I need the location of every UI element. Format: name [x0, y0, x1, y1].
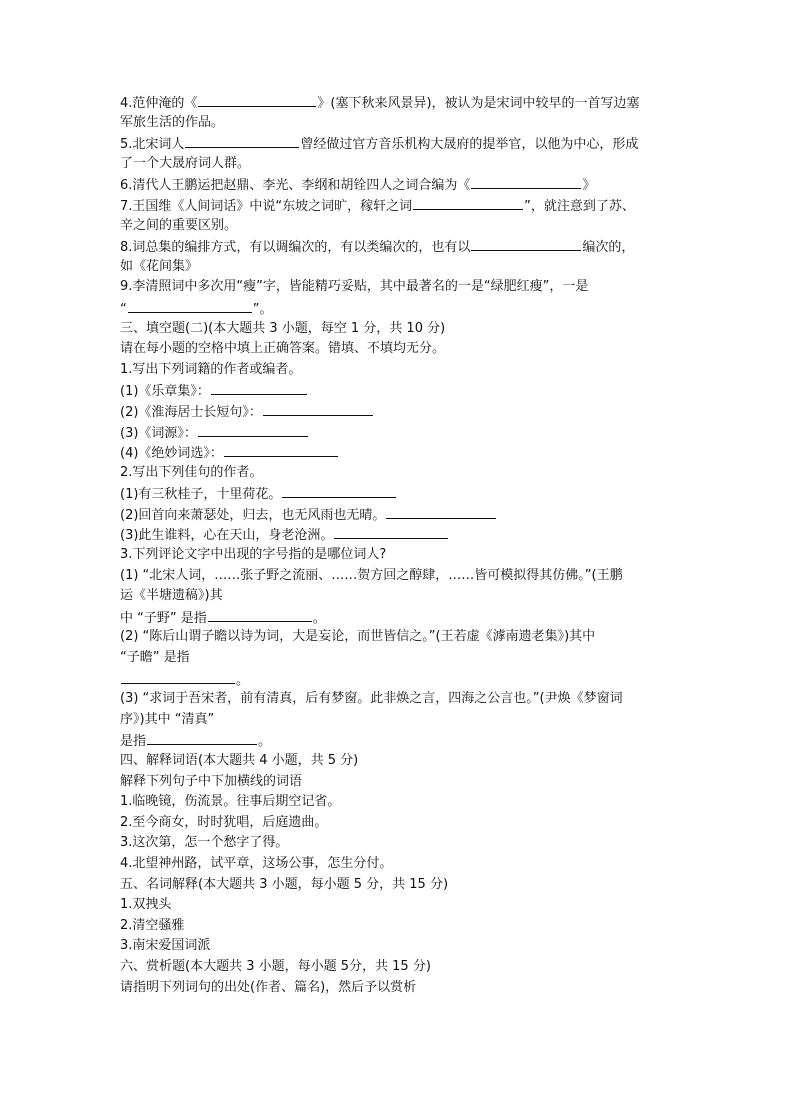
section6-instruction: 请指明下列词句的出处(作者、篇名)，然后予以赏析 — [120, 979, 417, 995]
q7-text-cont: ”，就注意到了苏、 — [524, 198, 635, 214]
q9-text: 9.李清照词中多次用“瘦”字，皆能精巧妥贴，其中最著名的一是“绿肥红瘦”，一是 — [120, 279, 589, 295]
s3-q2-item — [120, 524, 675, 545]
q6-text: 6.清代人王鹏运把赵鼎、李光、李纲和胡铨四人之词合编为《 — [120, 178, 471, 194]
s3-q3-2-line3 — [120, 669, 675, 690]
q4-line2 — [120, 113, 675, 134]
s3-q3-1-line2: 运《半塘遗稿》)其 — [120, 588, 223, 604]
q8-text: 8.词总集的编排方式，有以调编次的，有以类编次的，也有以 — [120, 240, 471, 256]
s5-item: 3.南宋爱国词派 — [120, 938, 211, 954]
s3-q3-3-line1: (3) “求词于吾宋者，前有清真，后有梦窗。此非焕之言，四海之公言也。”(尹焕《梦窗词 — [120, 691, 623, 707]
answer-blank[interactable] — [147, 730, 257, 745]
q5-text-cont: 曾经做过官方音乐机构大晟府的提举官，以他为中心，形成 — [300, 137, 639, 153]
s3-q3-3-line2: 序》)其中 “清真” — [120, 711, 215, 727]
answer-blank[interactable] — [263, 401, 373, 416]
item-text-end: 。 — [236, 672, 250, 688]
item-text: (2)《淮海居士长短句》： — [120, 404, 262, 420]
s4-item: 1.临晚镜，伤流景。往事后期空记省。 — [120, 794, 341, 810]
s3-q3-1-line1: (1) “北宋人词，……张子野之流丽、……贺方回之醇肆，……皆可模拟得其仿佛。”(王鹏 — [120, 567, 623, 583]
item-text-end: 。 — [312, 610, 326, 626]
s3-q1-item — [120, 380, 675, 401]
section3-heading: 三、填空题(二)(本大题共 3 小题，每空 1 分，共 10 分) — [120, 320, 446, 336]
q4-text-cont: 》(塞下秋来风景异)，被认为是宋词中较早的一首写边塞 — [317, 96, 640, 111]
q7-line1 — [120, 195, 675, 216]
section6-heading: 六、赏析题(本大题共 3 小题，每小题 5分，共 15 分) — [120, 958, 431, 974]
s5-item: 2.清空骚雅 — [120, 917, 185, 933]
q7-text-end: 辛之间的重要区别。 — [120, 217, 238, 233]
answer-blank[interactable] — [198, 92, 316, 107]
s3-q1-item — [120, 401, 675, 422]
answer-blank[interactable] — [185, 133, 299, 148]
q9-close-quote: ”。 — [252, 301, 273, 317]
document-page — [120, 92, 675, 998]
item-text-end: 。 — [258, 734, 272, 750]
answer-blank[interactable] — [211, 380, 307, 395]
s5-item: 1.双拽头 — [120, 897, 172, 913]
answer-blank[interactable] — [208, 607, 312, 622]
s3-q2-item — [120, 483, 675, 504]
s4-item: 3.这次第，怎一个愁字了得。 — [120, 835, 289, 851]
item-text: (4)《绝妙词选》： — [120, 446, 223, 462]
q5-text-end: 了一个大晟府词人群。 — [120, 155, 251, 171]
q4-text-end: 军旅生活的作品。 — [120, 114, 225, 130]
q8-line1 — [120, 236, 675, 257]
s3-q1-item — [120, 442, 675, 463]
answer-blank[interactable] — [282, 483, 396, 498]
q4-text: 4.范仲淹的《 — [120, 96, 198, 111]
q5-line2 — [120, 154, 675, 175]
answer-blank[interactable] — [198, 422, 308, 437]
s3-q3-1-line3 — [120, 607, 675, 628]
q7-text: 7.王国维《人间词话》中说“东坡之词旷，稼轩之词 — [120, 198, 413, 214]
s3-q3: 3.下列评论文字中出现的字号指的是哪位词人? — [120, 547, 387, 563]
item-text: 中 “子野” 是指 — [120, 610, 207, 626]
section5-heading: 五、名词解释(本大题共 3 小题，每小题 5 分，共 15 分) — [120, 876, 449, 892]
q9-line1 — [120, 277, 675, 298]
answer-blank[interactable] — [224, 442, 338, 457]
item-text: (1)《乐章集》： — [120, 384, 210, 400]
s3-q1-item — [120, 422, 675, 443]
answer-blank[interactable] — [413, 195, 523, 210]
item-text: (1)有三秋桂子，十里荷花。 — [120, 487, 282, 503]
item-text: (3)此生谁料，心在天山，身老沧洲。 — [120, 528, 334, 544]
q5-text: 5.北宋词人 — [120, 137, 185, 153]
section4-heading: 四、解释词语(本大题共 4 小题，共 5 分) — [120, 753, 359, 768]
item-text: (2)回首向来萧瑟处，归去，也无风雨也无晴。 — [120, 507, 386, 523]
q8-text-cont: 编次的， — [582, 240, 635, 256]
item-text: (3)《词源》： — [120, 425, 197, 441]
q6-line — [120, 174, 675, 195]
q9-line2 — [120, 298, 675, 319]
q8-line2 — [120, 257, 675, 278]
q8-text-end: 如《花间集》 — [120, 258, 199, 274]
q5-line1 — [120, 133, 675, 154]
item-text: 是指 — [120, 734, 147, 750]
answer-blank[interactable] — [334, 524, 448, 539]
q9-open-quote: “ — [120, 301, 127, 317]
s3-q3-2-line2: “子瞻” 是指 — [120, 650, 190, 666]
answer-blank[interactable] — [128, 298, 252, 313]
s3-q2-item — [120, 504, 675, 525]
s4-item: 2.至今商女，时时犹唱，后庭遗曲。 — [120, 814, 328, 830]
q6-text-end: 》 — [582, 178, 596, 194]
answer-blank[interactable] — [471, 236, 581, 251]
s3-q3-3-line3 — [120, 730, 675, 751]
section3-instruction: 请在每小题的空格中填上正确答案。错填、不填均无分。 — [120, 341, 446, 357]
s3-q2: 2.写出下列佳句的作者。 — [120, 464, 263, 480]
s3-q1: 1.写出下列词籍的作者或编者。 — [120, 361, 302, 377]
s4-item: 4.北望神州路，试平章，这场公事，怎生分付。 — [120, 855, 393, 871]
section4-instruction: 解释下列句子中下加横线的词语 — [120, 773, 303, 789]
answer-blank[interactable] — [121, 669, 235, 684]
q7-line2 — [120, 216, 675, 237]
s3-q3-2-line1: (2) “陈后山谓子瞻以诗为词，大是妄论，而世皆信之。”(王若虚《滹南遗老集》)其中 — [120, 629, 596, 645]
answer-blank[interactable] — [386, 504, 496, 519]
q4-line1 — [120, 92, 675, 113]
answer-blank[interactable] — [471, 174, 581, 189]
